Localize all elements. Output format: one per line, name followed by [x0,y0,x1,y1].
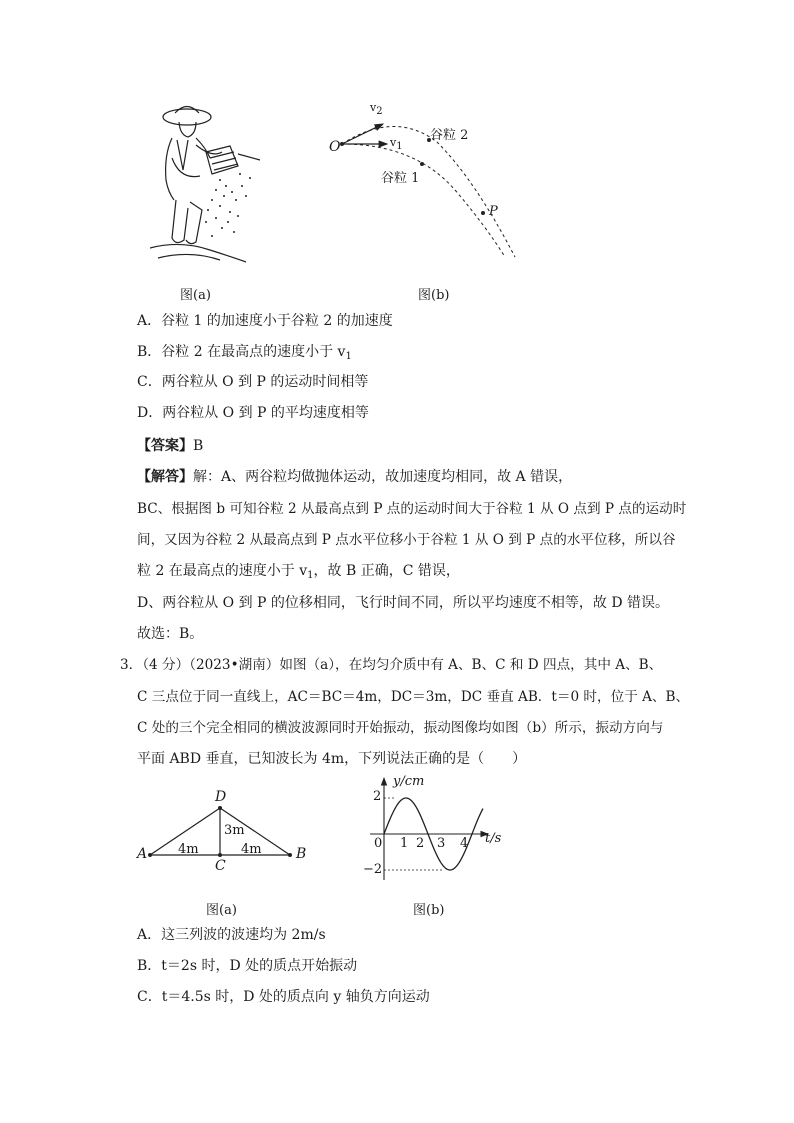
q2-option-b: B．谷粒 2 在最高点的速度小于 $v_1$ [137,344,352,362]
grain1-path [342,144,505,257]
point-p-dot [481,211,485,215]
label-d: D [215,789,227,805]
v2-label: $v_2$ [370,101,383,117]
farmer-illustration [150,100,265,270]
y-tick-top: 2 [373,789,382,804]
y-axis-label: y/cm [393,774,425,789]
q3-option-c: C．t＝4.5s 时，D 处的质点向 y 轴负方向运动 [137,989,430,1005]
q2-answer: 【答案】B [137,438,204,454]
trajectory-diagram [325,100,525,260]
point-p-label: P [489,204,498,219]
y-tick-bottom: −2 [363,862,383,877]
figure-a-farmer [150,100,265,270]
grain2-label: 谷粒 2 [430,128,469,143]
origin-label: O [329,139,341,155]
v1-label: $v_1$ [390,136,403,152]
q2-option-c: C．两谷粒从 O 到 P 的运动时间相等 [137,374,369,390]
q2-choose: 故选：B。 [137,626,204,642]
figure-b-trajectories [325,100,525,260]
q3-stem-line1: 3．（4 分）（2023•湖南）如图（a），在均匀介质中有 A、B、C 和 D 四点，其中 A、B、 [120,657,663,673]
q2-analysis-line1: 【解答】解：A、两谷粒均做抛体运动，故加速度均相同，故 A 错误， [137,469,573,485]
q2-option-a: A．谷粒 1 的加速度小于谷粒 2 的加速度 [137,313,393,329]
x-tick-4: 4 [460,836,469,851]
q2-analysis-line2: BC、根据图 b 可知谷粒 2 从最高点到 P 点的运动时间大于谷粒 1 从 O 点到 P 点的运动时 [137,501,687,517]
q3-stem-line2: C 三点位于同一直线上，AC＝BC＝4m，DC＝3m，DC 垂直 AB．t＝0 时，位于 A、B、 [137,689,690,705]
q3-option-b: B．t＝2s 时，D 处的质点开始振动 [137,958,358,974]
origin-dot [340,142,344,146]
grain1-label: 谷粒 1 [381,171,420,186]
grain1-dot [420,162,424,166]
q2-analysis-line5: D、两谷粒从 O 到 P 的位移相同，飞行时间不同，所以平均速度不相等，故 D 错误。 [137,595,670,611]
point-d [218,806,222,810]
q3-figure-a-caption: 图(a) [206,903,237,918]
figure-b-caption: 图(b) [418,288,450,303]
origin-tick: 0 [374,836,383,851]
label-b: B [296,846,307,862]
q2-analysis-line3: 间，又因为谷粒 2 从最高点到 P 点水平位移小于谷粒 1 从 O 到 P 点的水平位移，所以谷 [137,532,676,548]
x-axis-label: t/s [485,831,502,846]
label-c: C [215,858,226,874]
q2-option-d: D．两谷粒从 O 到 P 的平均速度相等 [137,405,369,421]
point-c [218,853,222,857]
x-tick-2: 2 [416,836,425,851]
label-ac: 4m [178,842,199,857]
figure-a-caption: 图(a) [180,288,211,303]
label-cb: 4m [241,842,262,857]
point-a [148,853,152,857]
point-b [288,853,292,857]
label-dc: 3m [224,823,245,838]
q3-option-a: A．这三列波的波速均为 2m/s [137,927,326,943]
q3-stem-line3: C 处的三个完全相同的横波波源同时开始振动，振动图像均如图（b）所示，振动方向与 [137,720,664,736]
q3-figure-b-caption: 图(b) [413,903,445,918]
x-tick-3: 3 [437,836,446,851]
v2-arrow [342,124,383,144]
label-a: A [137,846,148,862]
q3-stem-line4: 平面 ABD 垂直，已知波长为 4m，下列说法正确的是（ ） [137,751,527,767]
q2-analysis-line4: 粒 2 在最高点的速度小于 $v_1$，故 B 正确，C 错误， [137,563,460,581]
x-tick-1: 1 [400,836,409,851]
